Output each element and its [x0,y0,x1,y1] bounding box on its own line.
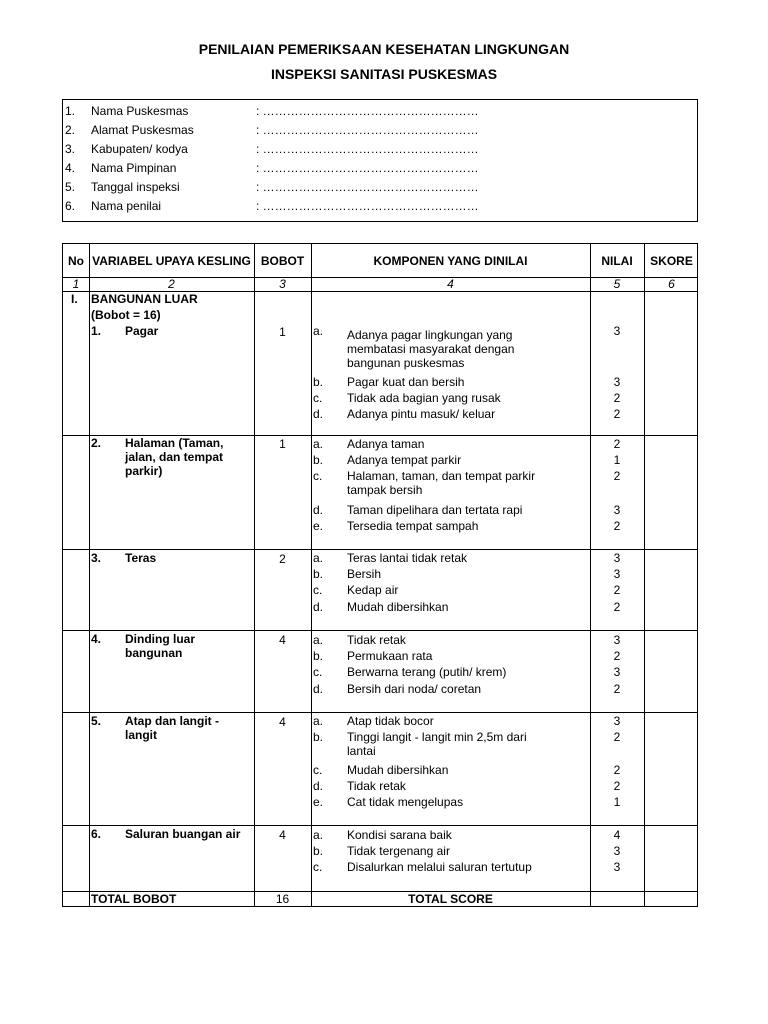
item-description: Taman dipelihara dan tertata rapi [347,503,523,517]
item-letter: a. [313,828,324,842]
item-letter: b. [313,844,324,858]
group-bobot: 4 [279,715,286,729]
item-letter: a. [313,437,324,451]
item-description: Atap tidak bocor [347,714,434,728]
item-nilai: 2 [613,682,621,696]
info-row-value-field[interactable]: : ……………………………………………… [256,142,479,156]
group-number: 6. [91,827,102,841]
item-skore-field[interactable] [644,583,699,597]
info-row-value-field[interactable]: : ……………………………………………… [256,123,479,137]
group-name: Saluran buangan air [125,827,241,841]
info-box [62,99,698,222]
item-skore-field[interactable] [644,375,699,389]
item-letter: a. [313,633,324,647]
item-description: Tidak ada bagian yang rusak [347,391,501,405]
info-row-number: 1. [65,104,76,118]
info-row-value-field[interactable]: : ……………………………………………… [256,161,479,175]
item-skore-field[interactable] [644,649,699,663]
item-letter: b. [313,453,324,467]
item-nilai: 3 [613,503,621,517]
item-description: Tidak retak [347,779,406,793]
item-skore-field[interactable] [644,437,699,451]
info-row-number: 2. [65,123,76,137]
item-letter: a. [313,551,324,565]
item-description: Halaman, taman, dan tempat parkir tampak bersih [347,469,536,497]
item-description: Pagar kuat dan bersih [347,375,465,389]
column-header: BOBOT [260,253,305,268]
column-number: 5 [613,277,621,291]
item-skore-field[interactable] [644,407,699,421]
item-skore-field[interactable] [644,763,699,777]
column-header: SKORE [650,253,693,268]
form-title: PENILAIAN PEMERIKSAAN KESEHATAN LINGKUNGAN [198,41,570,57]
column-number: 2 [168,277,175,291]
item-description: Disalurkan melalui saluran tertutup [347,860,532,874]
group-number: 1. [91,324,102,338]
item-skore-field[interactable] [644,779,699,793]
item-skore-field[interactable] [644,469,699,483]
group-name: Halaman (Taman, jalan, dan tempat parkir) [125,436,224,478]
item-description: Permukaan rata [347,649,433,663]
group-bobot: 4 [279,828,286,842]
item-nilai: 3 [613,633,621,647]
info-row-label: Nama Pimpinan [91,161,177,175]
item-letter: c. [313,665,323,679]
info-row-label: Kabupaten/ kodya [91,142,188,156]
item-description: Cat tidak mengelupas [347,795,464,809]
group-number: 2. [91,436,102,450]
item-letter: a. [313,714,324,728]
item-nilai: 1 [613,453,621,467]
info-row-label: Nama penilai [91,199,162,213]
section-bobot: (Bobot = 16) [91,308,161,322]
info-row [63,104,697,122]
item-description: Tinggi langit - langit min 2,5m dari lantai [347,730,527,758]
item-letter: a. [313,324,324,338]
item-letter: c. [313,583,323,597]
item-letter: d. [313,600,324,614]
item-nilai: 2 [613,730,621,744]
item-nilai: 3 [613,860,621,874]
item-nilai: 2 [613,407,621,421]
info-row [63,199,697,217]
item-description: Kedap air [347,583,399,597]
item-description: Bersih dari noda/ coretan [347,682,482,696]
group-name: Dinding luar bangunan [125,632,195,660]
total-bobot-value: 16 [275,892,290,906]
group-number: 4. [91,632,102,646]
column-header: KOMPONEN YANG DINILAI [373,253,528,268]
item-description: Tersedia tempat sampah [347,519,479,533]
item-letter: d. [313,503,324,517]
item-letter: e. [313,519,324,533]
item-nilai: 3 [613,375,621,389]
info-row-label: Nama Puskesmas [91,104,189,118]
item-description: Adanya pintu masuk/ keluar [347,407,496,421]
item-nilai: 3 [613,665,621,679]
item-nilai: 2 [613,779,621,793]
item-nilai: 2 [613,391,621,405]
info-row [63,142,697,160]
item-skore-field[interactable] [644,503,699,517]
item-nilai: 3 [613,844,621,858]
info-row-value-field[interactable]: : ……………………………………………… [256,104,479,118]
item-skore-field[interactable] [644,730,699,744]
group-name: Teras [125,551,157,565]
info-row-label: Tanggal inspeksi [91,180,180,194]
info-row [63,180,697,198]
item-letter: d. [313,682,324,696]
info-row-value-field[interactable]: : ……………………………………………… [256,180,479,194]
item-letter: c. [313,391,323,405]
group-divider [63,630,697,631]
item-skore-field[interactable] [644,795,699,809]
item-skore-field[interactable] [644,714,699,728]
item-description: Berwarna terang (putih/ krem) [347,665,507,679]
group-bobot: 2 [279,552,286,566]
group-bobot: 1 [279,325,286,339]
item-skore-field[interactable] [644,391,699,405]
column-header: NILAI [601,253,633,268]
item-skore-field[interactable] [644,682,699,696]
column-header: VARIABEL UPAYA KESLING [92,253,251,268]
info-row [63,161,697,179]
item-letter: b. [313,649,324,663]
info-row-label: Alamat Puskesmas [91,123,194,137]
item-letter: b. [313,567,324,581]
group-name: Atap dan langit - langit [125,714,219,742]
item-skore-field[interactable] [644,567,699,581]
section-number: I. [71,292,78,306]
assessment-table [62,243,698,907]
item-skore-field[interactable] [644,453,699,467]
total-bobot-label: TOTAL BOBOT [91,892,177,906]
item-description: Adanya pagar lingkungan yang membatasi masyarakat dengan bangunan puskesmas [347,328,515,370]
item-nilai: 2 [613,469,621,483]
total-nilai-field[interactable] [590,892,644,906]
item-description: Mudah dibersihkan [347,763,449,777]
group-number: 5. [91,714,102,728]
item-skore-field[interactable] [644,665,699,679]
item-skore-field[interactable] [644,844,699,858]
item-letter: c. [313,469,323,483]
item-skore-field[interactable] [644,324,699,338]
column-number: 4 [447,277,454,291]
item-letter: d. [313,779,324,793]
item-description: Tidak retak [347,633,406,647]
item-nilai: 3 [613,551,621,565]
item-skore-field[interactable] [644,519,699,533]
group-bobot: 4 [279,633,286,647]
item-nilai: 4 [613,828,621,842]
item-description: Adanya tempat parkir [347,453,462,467]
item-nilai: 3 [613,324,621,338]
item-skore-field[interactable] [644,551,699,565]
item-nilai: 2 [613,519,621,533]
column-divider [311,244,312,906]
info-row-number: 3. [65,142,76,156]
item-description: Mudah dibersihkan [347,600,449,614]
item-nilai: 2 [613,583,621,597]
group-name: Pagar [125,324,159,338]
item-letter: b. [313,375,324,389]
item-nilai: 2 [613,600,621,614]
item-nilai: 3 [613,567,621,581]
column-number: 3 [279,277,286,291]
column-divider [254,244,255,906]
info-row-number: 4. [65,161,76,175]
item-description: Tidak tergenang air [347,844,450,858]
info-row-number: 6. [65,199,76,213]
item-letter: c. [313,763,323,777]
group-divider [63,712,697,713]
item-letter: c. [313,860,323,874]
item-nilai: 2 [613,763,621,777]
item-skore-field[interactable] [644,860,699,874]
item-skore-field[interactable] [644,600,699,614]
item-letter: b. [313,730,324,744]
item-nilai: 1 [613,795,621,809]
column-divider [89,244,90,906]
item-description: Bersih [347,567,382,581]
group-divider [63,549,697,550]
info-row-value-field[interactable]: : ……………………………………………… [256,199,479,213]
section-title: BANGUNAN LUAR [91,292,198,306]
item-letter: d. [313,407,324,421]
info-row-number: 5. [65,180,76,194]
group-divider [63,825,697,826]
item-letter: e. [313,795,324,809]
item-description: Adanya taman [347,437,425,451]
item-skore-field[interactable] [644,828,699,842]
item-nilai: 2 [613,649,621,663]
info-row [63,123,697,141]
group-bobot: 1 [279,437,286,451]
form-subtitle: INSPEKSI SANITASI PUSKESMAS [270,66,498,82]
total-score-label: TOTAL SCORE [408,892,493,906]
column-header: No [68,253,84,268]
group-number: 3. [91,551,102,565]
item-nilai: 2 [613,437,621,451]
column-number: 1 [72,277,80,291]
item-description: Kondisi sarana baik [347,828,452,842]
item-nilai: 3 [613,714,621,728]
total-skore-field[interactable] [644,892,699,906]
item-skore-field[interactable] [644,633,699,647]
column-number: 6 [668,277,675,291]
item-description: Teras lantai tidak retak [347,551,468,565]
